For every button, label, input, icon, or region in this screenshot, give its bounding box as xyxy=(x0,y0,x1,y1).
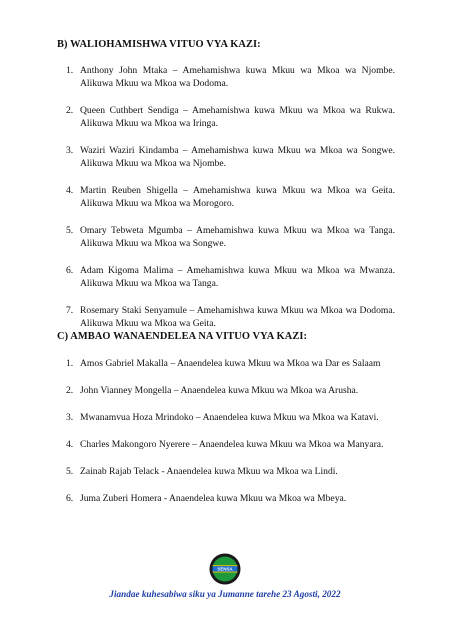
section-b-list-item xyxy=(66,264,395,290)
section-c-list-item xyxy=(66,357,395,370)
item-number: 3. xyxy=(66,412,74,423)
item-text: Omary Tebweta Mgumba – Amehamishwa kuwa Mkuu wa Mkoa wa Tanga. Alikuwa Mkuu wa Mkoa wa Songwe. xyxy=(80,225,395,249)
campaign-logo-icon xyxy=(209,553,241,585)
item-text: Charles Makongoro Nyerere – Anaendelea kuwa Mkuu wa Mkoa wa Manyara. xyxy=(80,439,384,450)
item-text: Juma Zuberi Homera - Anaendelea kuwa Mkuu wa Mkoa wa Mbeya. xyxy=(80,493,347,504)
item-number: 4. xyxy=(66,185,74,196)
section-c-list-item xyxy=(66,438,395,451)
item-text: Zainab Rajab Telack - Anaendelea kuwa Mkuu wa Mkoa wa Lindi. xyxy=(80,466,338,477)
item-text: Anthony John Mtaka – Amehamishwa kuwa Mkuu wa Mkoa wa Njombe. Alikuwa Mkuu wa Mkoa wa Dodoma. xyxy=(80,65,395,89)
section-b-list-item xyxy=(66,304,395,330)
item-text: Amos Gabriel Makalla – Anaendelea kuwa Mkuu wa Mkoa wa Dar es Salaam xyxy=(80,358,381,369)
item-text: Waziri Waziri Kindamba – Amehamishwa kuwa Mkuu wa Mkoa wa Songwe. Alikuwa Mkuu wa Mkoa wa Njombe. xyxy=(80,145,395,169)
item-number: 6. xyxy=(66,493,74,504)
item-number: 4. xyxy=(66,439,74,450)
item-text: John Vianney Mongella – Anaendelea kuwa Mkuu wa Mkoa wa Arusha. xyxy=(80,385,359,396)
section-c-list-item xyxy=(66,384,395,397)
section-b-list-item xyxy=(66,144,395,170)
item-number: 3. xyxy=(66,145,74,156)
footer-note: Jiandae kuhesabiwa siku ya Jumanne tarehe 23 Agosti, 2022 xyxy=(109,589,341,599)
item-number: 2. xyxy=(66,385,74,396)
item-text: Mwanamvua Hoza Mrindoko – Anaendelea kuwa Mkuu wa Mkoa wa Katavi. xyxy=(80,412,379,423)
item-text: Adam Kigoma Malima – Amehamishwa kuwa Mkuu wa Mkoa wa Mwanza. Alikuwa Mkuu wa Mkoa wa Tanga. xyxy=(80,265,395,289)
item-text: Rosemary Staki Senyamule – Amehamishwa kuwa Mkuu wa Mkoa wa Dodoma. Alikuwa Mkuu wa Mkoa wa Geita. xyxy=(80,305,395,329)
section-c-list-item xyxy=(66,492,395,505)
section-c-list xyxy=(66,357,395,519)
section-b-list-item xyxy=(66,64,395,90)
item-number: 1. xyxy=(66,358,74,369)
section-b-heading: B) WALIOHAMISHWA VITUO VYA KAZI: xyxy=(57,39,261,50)
section-b-list-item xyxy=(66,224,395,250)
item-number: 5. xyxy=(66,225,74,236)
item-number: 5. xyxy=(66,466,74,477)
section-b-list xyxy=(66,64,395,344)
logo-text: SENSA xyxy=(217,566,233,572)
item-number: 1. xyxy=(66,65,74,76)
item-text: Queen Cuthbert Sendiga – Amehamishwa kuwa Mkuu wa Mkoa wa Rukwa. Alikuwa Mkuu wa Mkoa wa Iringa. xyxy=(80,105,395,129)
section-c-heading: C) AMBAO WANAENDELEA NA VITUO VYA KAZI: xyxy=(57,331,308,342)
item-number: 7. xyxy=(66,305,74,316)
section-c-list-item xyxy=(66,411,395,424)
item-text: Martin Reuben Shigella – Amehamishwa kuwa Mkuu wa Mkoa wa Geita. Alikuwa Mkuu wa Mkoa wa Morogoro. xyxy=(80,185,395,209)
section-b-list-item xyxy=(66,104,395,130)
section-c-list-item xyxy=(66,465,395,478)
section-b-list-item xyxy=(66,184,395,210)
item-number: 2. xyxy=(66,105,74,116)
item-number: 6. xyxy=(66,265,74,276)
